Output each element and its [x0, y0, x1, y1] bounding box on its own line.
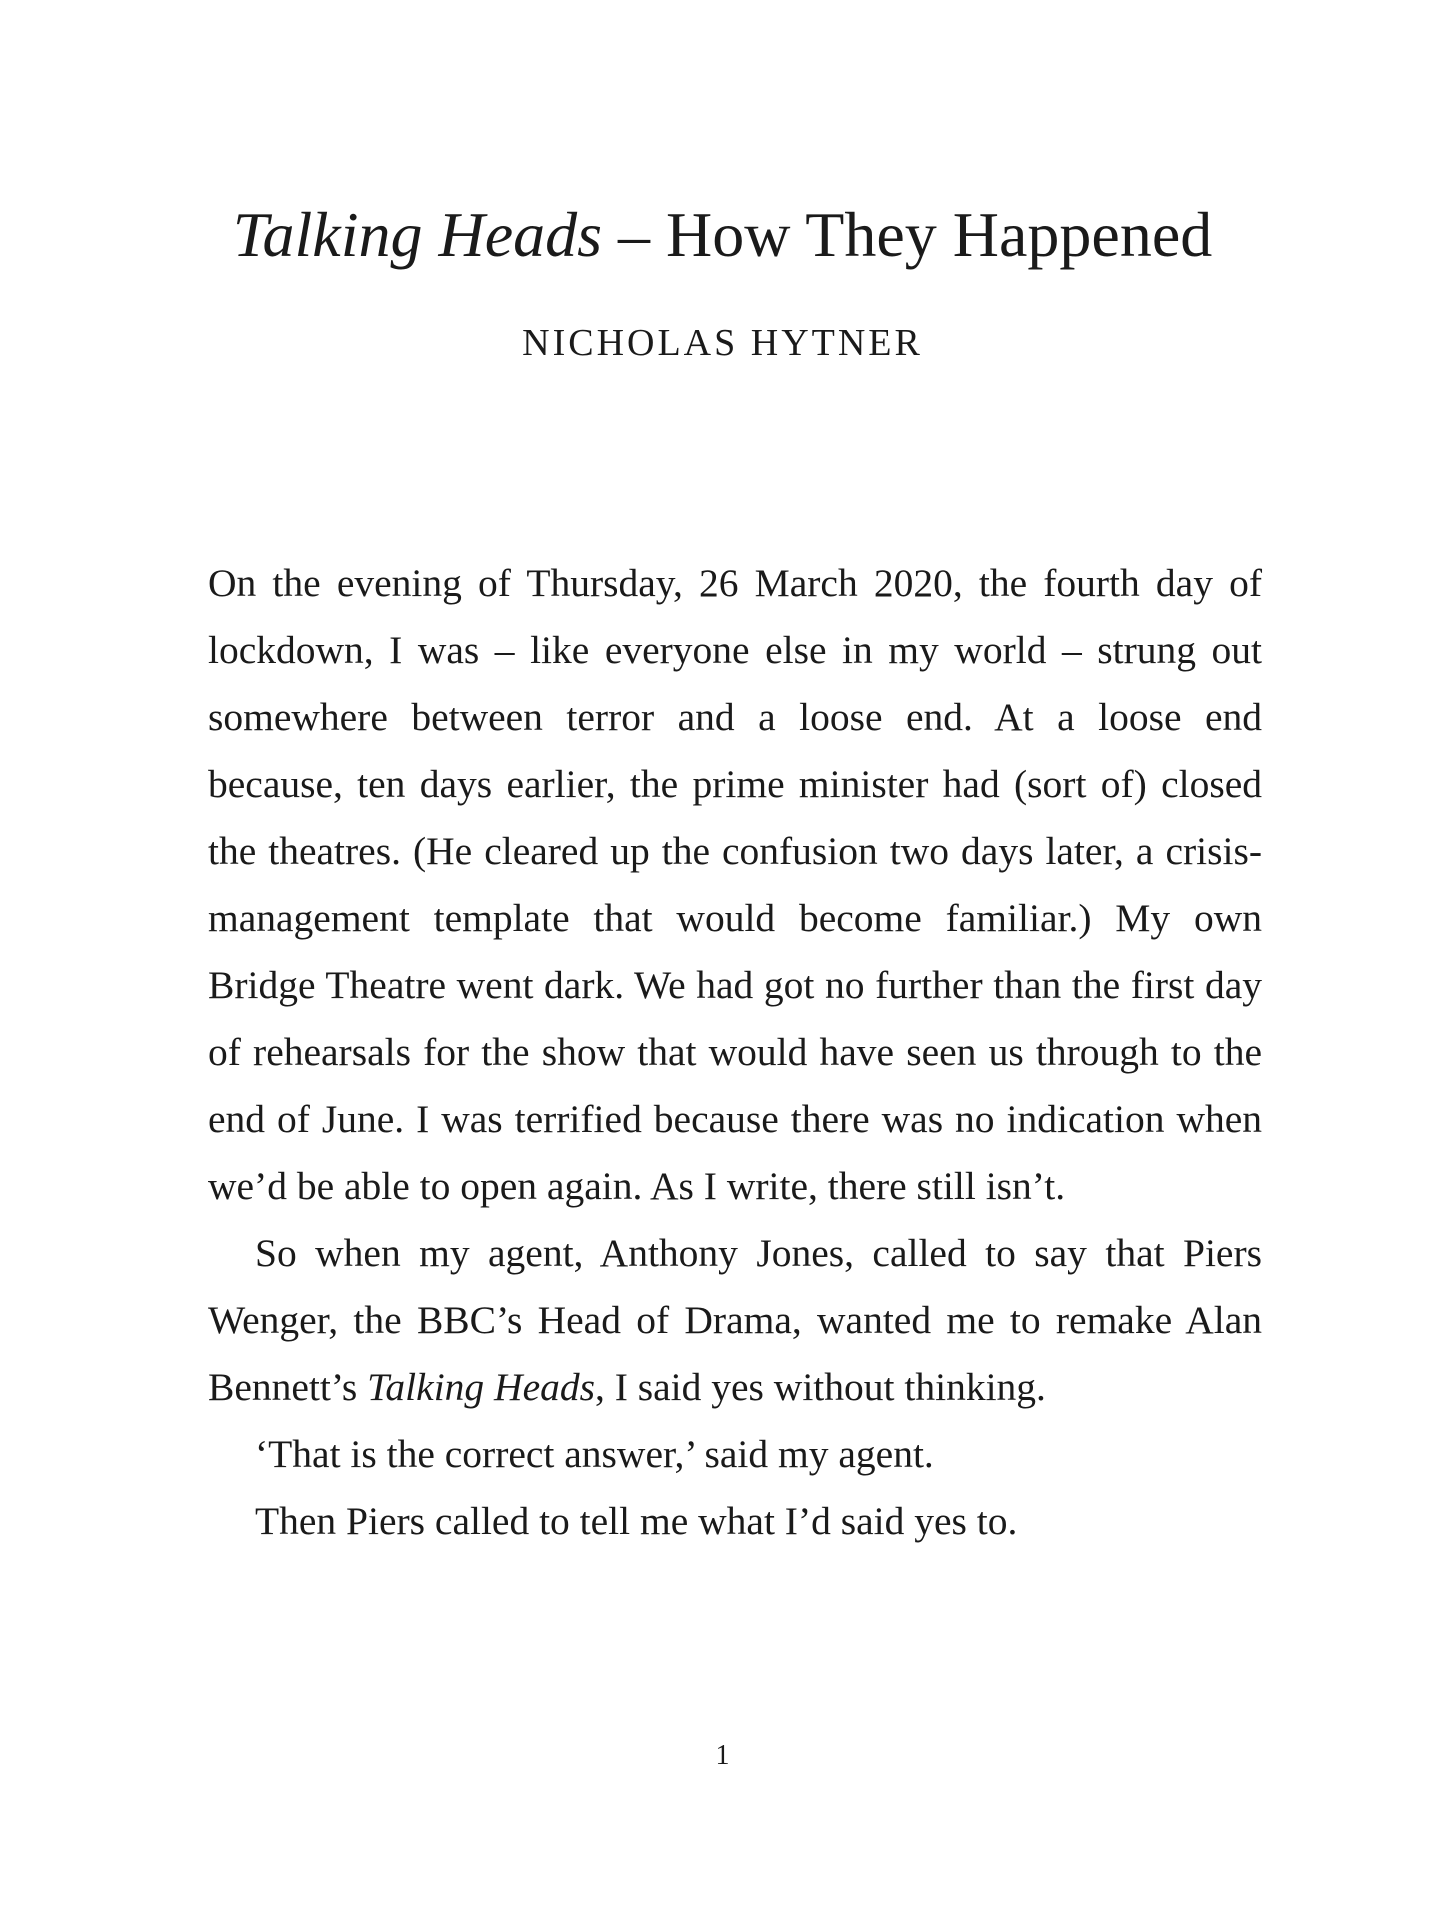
paragraph-2-text-a: So when my agent, Anthony Jones, called to say that Piers Wenger, the BBC’s Head of Drama, wanted me to remake Alan Bennett’s: [208, 1231, 1262, 1409]
chapter-title: [0, 195, 1445, 275]
paragraph-2: [208, 1220, 1262, 1421]
paragraph-2-text-b: , I said yes without thinking.: [594, 1365, 1046, 1409]
paragraph-1: On the evening of Thursday, 26 March 2020, the fourth day of lockdown, I was – like everyone else in my world – strung out somewhere between terror and a loose end. At a loose end because, ten days earlier, the prime minister had (sort of) closed the theatres. (He cleared up the confusion two days later, a crisis-management template that would become familiar.) My own Bridge Theatre went dark. We had got no further than the first day of rehearsals for the show that would have seen us through to the end of June. I was terrified because there was no indication when we’d be able to open again. As I write, there still isn’t.: [208, 561, 1262, 1208]
chapter-title-rest: – How They Happened: [602, 199, 1213, 270]
paragraph-3: ‘That is the correct answer,’ said my agent.: [255, 1432, 934, 1476]
chapter-title-italic: Talking Heads: [232, 199, 602, 270]
body-text: [208, 550, 1262, 1555]
paragraph-2-italic: Talking Heads: [367, 1365, 595, 1409]
page-number: 1: [715, 1740, 730, 1771]
author-name: NICHOLAS HYTNER: [522, 322, 923, 364]
paragraph-4: Then Piers called to tell me what I’d said yes to.: [255, 1499, 1018, 1543]
